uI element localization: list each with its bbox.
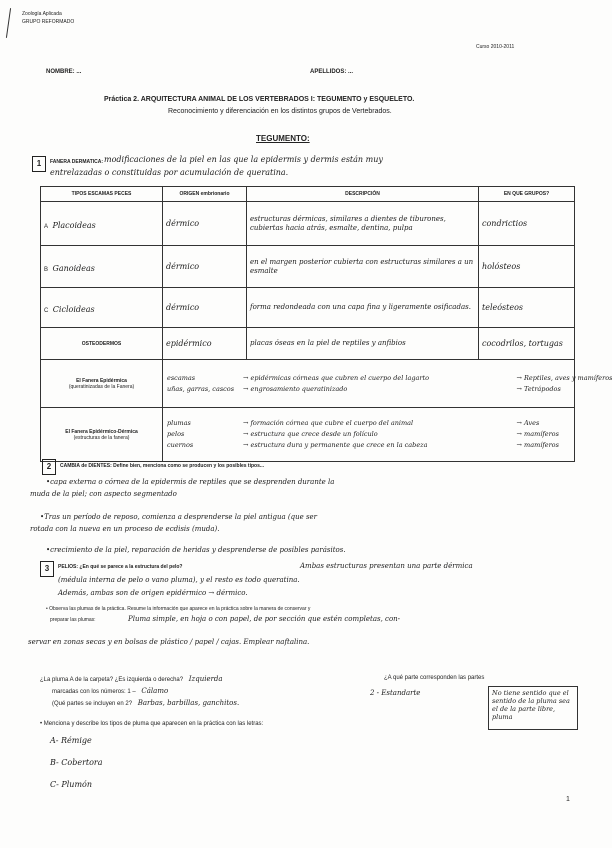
scale-groups: condrictios [479,202,575,246]
question-text [52,699,239,707]
scale-type: OSTEODERMOS [41,328,163,360]
scale-type: Ganoideas [52,263,95,273]
column-header: EN QUE GRUPOS? [479,187,575,202]
answer-text: 2 - Estandarte [370,689,421,697]
table-cell [41,288,163,328]
course-name: Zoología Aplicada GRUPO REFORMADO [22,11,75,25]
answer-text: •capa externa o córnea de la epidermis de reptiles que se desprenden durante la [46,478,335,486]
table-row [41,288,575,328]
scale-groups: teleósteos [479,288,575,328]
list-item: C- Plumón [50,780,93,789]
table-row [41,202,575,246]
table-row [41,328,575,360]
page-number: 1 [566,796,570,803]
fanera-item-middle: estructura dura y permanente que crece en la cabeza [250,441,428,449]
scale-origin: dérmico [163,288,247,328]
question-number: 1 [32,156,46,172]
scale-origin: dérmico [163,202,247,246]
fanera-item-left: plumas [167,419,191,427]
answer-text: Izquierda [188,675,223,683]
answer-text: modificaciones de la piel en las que la epidermis y dermis están muy [104,155,383,164]
list-item: plumas → formación córnea que cubre el cuerpo del animal → Aves [167,419,540,427]
answer-text: servar en zonas secas y en bolsas de plástico / papel / cajas. Emplear naftalina. [28,638,310,646]
fanera-title: El Fanera Epidérmico-Dérmica [65,428,138,435]
answer-text: muda de la piel; con aspecto segmentado [30,490,177,498]
question-label: FANERA DERMATICA: [50,159,104,165]
scale-description: en el margen posterior cubierta con estructuras similares a un esmalte [247,246,479,288]
answer-text: Ambas estructuras presentan una parte dérmica [300,562,473,570]
question-label: PELIOS: ¿En qué se parece a la estructura del pelo? [58,564,183,570]
nombre-field: NOMBRE: ... [46,69,82,75]
list-item: A- Rémige [50,736,92,745]
scale-origin: epidérmico [163,328,247,360]
scale-origin: dérmico [163,246,247,288]
question-label: ¿La pluma A de la carpeta? ¿Es izquierda o derecha? [40,677,184,683]
answer-text: Además, ambas son de origen epidérmico → dérmico. [58,589,248,597]
fanera-mixta-items [163,408,575,462]
fanera-item-middle: engrosamiento queratinizado [250,384,348,393]
scale-type: Placoideas [52,220,96,230]
table-row [41,360,575,408]
fanera-title: El Fanera Epidérmica [76,377,127,384]
scale-description: forma redondeada con una capa fina y ligeramente osificadas. [247,288,479,328]
fanera-item-left: uñas, garras, cascos [167,384,235,393]
scale-description: estructuras dérmicas, similares a dientes de tiburones, cubiertas hacia atrás, esmalte, dentina, pulpa [247,202,479,246]
answer-text: (médula interna de pelo o vano pluma), y el resto es todo queratina. [58,576,300,584]
pen-mark [6,8,11,38]
fanera-epidermica-label [41,360,163,408]
course-date: Curso 2010-2011 [476,44,515,50]
list-item: B- Cobertora [50,758,103,767]
answer-text: Pluma simple, en hoja o con papel, de por sección que estén completas, con- [128,615,401,623]
question-text [52,687,168,695]
column-header: DESCRIPCIÓN [247,187,479,202]
scales-table [40,186,612,462]
fanera-item-left: escamas [167,373,196,382]
answer-text: •crecimiento de la piel, reparación de heridas y desprenderse de posibles parásitos. [46,546,346,554]
scale-description: placas óseas en la piel de reptiles y anfibios [247,328,479,360]
question-label: CAMBIA de DIENTES: Define bien, menciona como se producen y los posibles tipos... [60,463,265,469]
apellidos-field: APELLIDOS: ... [310,69,354,75]
scale-groups: cocodrilos, tortugas [479,328,575,360]
table-row [41,246,575,288]
list-item: cuernos → estructura dura y permanente que crece en la cabeza → mamíferos [167,441,559,449]
fanera-item-right: Aves [524,419,540,427]
fanera-item-left: pelos [167,430,185,438]
question-text [40,675,223,683]
list-item: uñas, garras, cascos → engrosamiento queratinizado → Tetrápodos [167,384,561,393]
fanera-subtitle: (queratinizadas de la Fanera) [68,383,135,390]
fanera-subtitle: (estructuras de la fanera) [73,434,130,441]
question-text: ¿A qué parte corresponden las partes [384,675,485,681]
table-row [41,408,575,462]
fanera-item-right: Reptiles, aves y mamíferos [524,373,612,382]
fanera-item-right: mamíferos [524,441,559,449]
instruction-text: preparar las plumas: [50,617,96,623]
answer-text: rotada con la nueva en un proceso de ecdisis (muda). [30,525,220,533]
instruction-text: • Observa las plumas de la práctica. Resume la información que aparece en la práctica sobre la manera de conservar y [46,606,311,612]
scale-groups: holósteos [479,246,575,288]
table-cell [41,246,163,288]
fanera-epidermica-items [163,360,612,408]
scale-type: Cicloideas [52,304,95,314]
fanera-item-middle: epidérmicas córneas que cubren el cuerpo del lagarto [250,373,429,382]
instruction-text: • Menciona y describe los tipos de pluma que aparecen en la práctica con las letras: [40,721,264,727]
answer-text: Cálamo [141,687,169,695]
question-label: marcadas con los números: 1 – [52,689,136,695]
fanera-item-right: Tetrápodos [524,384,561,393]
fanera-item-middle: estructura que crece desde un folículo [250,430,378,438]
question-label: (Qué partes se incluyen en 2? [52,701,133,707]
section-heading-tegumento: TEGUMENTO: [256,134,310,143]
fanera-item-right: mamíferos [524,430,559,438]
column-header: TIPOS ESCAMAS PECES [41,187,163,202]
page-subtitle: Reconocimiento y diferenciación en los distintos grupos de Vertebrados. [168,108,392,115]
page-title: Práctica 2. ARQUITECTURA ANIMAL DE LOS VERTEBRADOS I: TEGUMENTO y ESQUELETO. [104,96,415,103]
table-header-row [41,187,575,202]
margin-note: No tiene sentido que el sentido de la pluma sea el de la parte libre, pluma [488,686,578,730]
fanera-item-left: cuernos [167,441,194,449]
list-item: pelos → estructura que crece desde un folículo → mamíferos [167,430,559,438]
row-letter: A [44,223,49,230]
row-letter: B [44,266,49,273]
question-number: 3 [40,561,54,577]
row-letter: C [44,307,49,314]
answer-text: Barbas, barbillas, ganchitos. [137,699,240,707]
answer-text: entrelazadas o constituidas por acumulación de queratina. [50,168,289,177]
answer-text: •Tras un período de reposo, comienza a desprenderse la piel antigua (que ser [40,513,318,521]
fanera-mixta-label [41,408,163,462]
question-number: 2 [42,459,56,475]
table-cell [41,202,163,246]
list-item: escamas → epidérmicas córneas que cubren el cuerpo del lagarto → Reptiles, aves y mamíferos [167,373,612,382]
column-header: ORIGEN embrionario [163,187,247,202]
fanera-item-middle: formación córnea que cubre el cuerpo del animal [250,419,414,427]
